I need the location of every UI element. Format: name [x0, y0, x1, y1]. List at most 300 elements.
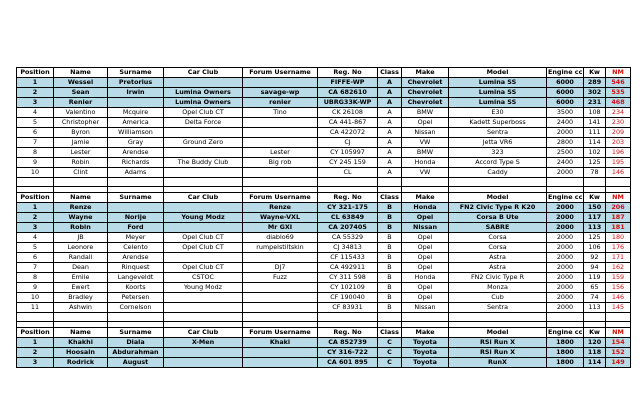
cell-reg-no: CF 190040	[318, 293, 378, 303]
cell-position: 4	[17, 233, 54, 243]
cell-car-club	[164, 148, 243, 158]
cell-reg-no: FIFFE-WP	[318, 78, 378, 88]
cell-class: A	[378, 138, 402, 148]
column-header-position: Position	[17, 68, 54, 78]
cell-position: 4	[17, 108, 54, 118]
cell-position: 9	[17, 158, 54, 168]
cell-model: Monza	[449, 283, 547, 293]
cell-engine-cc: 2000	[547, 293, 584, 303]
column-header-nm: NM	[606, 68, 631, 78]
cell-name: Byron	[54, 128, 108, 138]
cell-class: C	[378, 358, 402, 368]
cell-class: B	[378, 293, 402, 303]
table-row	[17, 243, 631, 253]
results-table	[16, 67, 631, 368]
cell-kw: 125	[584, 233, 606, 243]
cell-name: Clint	[54, 168, 108, 178]
cell-surname: Cornelson	[108, 303, 164, 313]
table-row	[17, 303, 631, 313]
cell-name: Christopher	[54, 118, 108, 128]
cell-kw: 302	[584, 88, 606, 98]
cell-forum-username: Mr GXI	[243, 223, 318, 233]
cell-forum-username	[243, 138, 318, 148]
cell-car-club	[164, 223, 243, 233]
cell-nm: 149	[606, 358, 631, 368]
cell-surname	[108, 98, 164, 108]
cell-position: 10	[17, 293, 54, 303]
column-header-kw: Kw	[584, 328, 606, 338]
cell-reg-no: CA 441-867	[318, 118, 378, 128]
cell-nm: 181	[606, 223, 631, 233]
cell-forum-username: Lester	[243, 148, 318, 158]
cell-engine-cc: 2500	[547, 148, 584, 158]
cell-nm: 156	[606, 283, 631, 293]
cell-make: Opel	[402, 253, 449, 263]
cell-nm: 535	[606, 88, 631, 98]
column-header-kw: Kw	[584, 193, 606, 203]
column-header-kw: Kw	[584, 68, 606, 78]
cell-surname: August	[108, 358, 164, 368]
cell-reg-no: CY 102109	[318, 283, 378, 293]
cell-car-club	[164, 253, 243, 263]
cell-make: Honda	[402, 273, 449, 283]
spacer-row	[17, 178, 631, 187]
cell-name: Hoosain	[54, 348, 108, 358]
cell-reg-no: CK 26108	[318, 108, 378, 118]
cell-nm: 162	[606, 263, 631, 273]
column-header-class: Class	[378, 193, 402, 203]
cell-engine-cc: 1800	[547, 338, 584, 348]
cell-forum-username: diablo69	[243, 233, 318, 243]
cell-car-club: Young Modz	[164, 283, 243, 293]
cell-nm: 195	[606, 158, 631, 168]
cell-engine-cc: 6000	[547, 78, 584, 88]
cell-model: Caddy	[449, 168, 547, 178]
cell-position: 3	[17, 223, 54, 233]
column-header-name: Name	[54, 193, 108, 203]
empty-cell	[378, 178, 402, 187]
table-row	[17, 128, 631, 138]
cell-make: Chevrolet	[402, 78, 449, 88]
cell-engine-cc: 6000	[547, 98, 584, 108]
cell-class: A	[378, 98, 402, 108]
cell-forum-username	[243, 168, 318, 178]
cell-model: Kadett Superboss	[449, 118, 547, 128]
cell-reg-no: CY 311 598	[318, 273, 378, 283]
column-header-make: Make	[402, 68, 449, 78]
cell-name: Ashwin	[54, 303, 108, 313]
column-header-class: Class	[378, 68, 402, 78]
cell-class: A	[378, 128, 402, 138]
cell-forum-username	[243, 293, 318, 303]
cell-name: Robin	[54, 158, 108, 168]
empty-cell	[449, 313, 547, 322]
empty-cell	[17, 313, 54, 322]
cell-kw: 150	[584, 203, 606, 213]
empty-cell	[243, 313, 318, 322]
table-row	[17, 348, 631, 358]
cell-reg-no: CY 316-722	[318, 348, 378, 358]
cell-make: Chevrolet	[402, 88, 449, 98]
cell-kw: 114	[584, 138, 606, 148]
cell-car-club: CSTOC	[164, 273, 243, 283]
cell-forum-username	[243, 78, 318, 88]
cell-engine-cc: 2000	[547, 128, 584, 138]
cell-model: Lumina SS	[449, 98, 547, 108]
cell-car-club: Ground Zero	[164, 138, 243, 148]
cell-position: 9	[17, 283, 54, 293]
cell-kw: 289	[584, 78, 606, 88]
column-header-position: Position	[17, 193, 54, 203]
empty-cell	[402, 313, 449, 322]
cell-kw: 113	[584, 223, 606, 233]
cell-name: Valentino	[54, 108, 108, 118]
table-row	[17, 358, 631, 368]
cell-reg-no: UBRG33K-WP	[318, 98, 378, 108]
cell-surname: Petersen	[108, 293, 164, 303]
cell-model: Lumina SS	[449, 88, 547, 98]
cell-model: Lumina SS	[449, 78, 547, 88]
table-row	[17, 213, 631, 223]
cell-model: Corsa B Ute	[449, 213, 547, 223]
cell-engine-cc: 2400	[547, 118, 584, 128]
column-header-reg-no: Reg. No	[318, 193, 378, 203]
cell-make: BMW	[402, 108, 449, 118]
cell-kw: 78	[584, 168, 606, 178]
cell-class: C	[378, 338, 402, 348]
table-row	[17, 203, 631, 213]
empty-cell	[378, 313, 402, 322]
cell-nm: 206	[606, 203, 631, 213]
table-row	[17, 223, 631, 233]
cell-position: 2	[17, 213, 54, 223]
empty-cell	[318, 313, 378, 322]
empty-cell	[108, 313, 164, 322]
cell-class: B	[378, 303, 402, 313]
cell-model: Corsa	[449, 243, 547, 253]
cell-class: B	[378, 253, 402, 263]
table-row	[17, 78, 631, 88]
cell-position: 5	[17, 243, 54, 253]
cell-nm: 196	[606, 148, 631, 158]
cell-model: Accord Type S	[449, 158, 547, 168]
cell-nm: 230	[606, 118, 631, 128]
cell-forum-username: Wayne-VXL	[243, 213, 318, 223]
cell-name: Lester	[54, 148, 108, 158]
empty-cell	[17, 178, 54, 187]
cell-surname: Pretorius	[108, 78, 164, 88]
cell-position: 1	[17, 203, 54, 213]
cell-class: C	[378, 348, 402, 358]
table-row	[17, 338, 631, 348]
cell-nm: 468	[606, 98, 631, 108]
header-row	[17, 193, 631, 203]
column-header-make: Make	[402, 193, 449, 203]
cell-name: Robin	[54, 223, 108, 233]
cell-nm: 180	[606, 233, 631, 243]
cell-model: SABRE	[449, 223, 547, 233]
cell-model: Jetta VR6	[449, 138, 547, 148]
cell-name: Leonore	[54, 243, 108, 253]
header-row	[17, 328, 631, 338]
cell-class: B	[378, 223, 402, 233]
cell-make: Nissan	[402, 128, 449, 138]
empty-cell	[547, 313, 584, 322]
cell-kw: 114	[584, 358, 606, 368]
cell-class: A	[378, 108, 402, 118]
cell-class: A	[378, 168, 402, 178]
cell-position: 11	[17, 303, 54, 313]
table-row	[17, 263, 631, 273]
table-row	[17, 148, 631, 158]
cell-model: Astra	[449, 263, 547, 273]
cell-engine-cc: 2800	[547, 138, 584, 148]
cell-kw: 141	[584, 118, 606, 128]
cell-class: A	[378, 78, 402, 88]
cell-car-club: Opel Club CT	[164, 108, 243, 118]
cell-engine-cc: 3500	[547, 108, 584, 118]
cell-make: Honda	[402, 203, 449, 213]
cell-forum-username: Fuzz	[243, 273, 318, 283]
column-header-surname: Surname	[108, 68, 164, 78]
cell-surname	[108, 203, 164, 213]
cell-make: Nissan	[402, 303, 449, 313]
column-header-reg-no: Reg. No	[318, 328, 378, 338]
cell-name: Rodrick	[54, 358, 108, 368]
cell-kw: 111	[584, 128, 606, 138]
cell-position: 6	[17, 253, 54, 263]
cell-car-club: Delta Force	[164, 118, 243, 128]
cell-reg-no: CA 852739	[318, 338, 378, 348]
cell-reg-no: CJ 34813	[318, 243, 378, 253]
cell-surname: Mcquire	[108, 108, 164, 118]
cell-car-club: Opel Club CT	[164, 243, 243, 253]
cell-name: Emile	[54, 273, 108, 283]
spacer-row	[17, 313, 631, 322]
cell-make: Toyota	[402, 358, 449, 368]
cell-kw: 65	[584, 283, 606, 293]
cell-car-club: Opel Club CT	[164, 233, 243, 243]
column-header-name: Name	[54, 328, 108, 338]
cell-surname: America	[108, 118, 164, 128]
cell-surname: Williamson	[108, 128, 164, 138]
cell-position: 2	[17, 348, 54, 358]
cell-kw: 118	[584, 348, 606, 358]
cell-surname: Gray	[108, 138, 164, 148]
cell-surname: Meyer	[108, 233, 164, 243]
empty-cell	[54, 178, 108, 187]
column-header-model: Model	[449, 193, 547, 203]
cell-position: 5	[17, 118, 54, 128]
column-header-make: Make	[402, 328, 449, 338]
column-header-engine-cc: Engine cc	[548, 193, 583, 201]
empty-cell	[449, 178, 547, 187]
cell-position: 7	[17, 138, 54, 148]
cell-position: 8	[17, 273, 54, 283]
cell-make: Opel	[402, 243, 449, 253]
cell-forum-username: rumpelstiltskin	[243, 243, 318, 253]
cell-engine-cc: 2000	[547, 263, 584, 273]
cell-forum-username: renier	[243, 98, 318, 108]
results-sheet	[16, 67, 630, 368]
cell-model: Cub	[449, 293, 547, 303]
cell-car-club: X-Men	[164, 338, 243, 348]
cell-kw: 117	[584, 213, 606, 223]
cell-model: FN2 Civic Type R K20	[449, 203, 547, 213]
cell-nm: 145	[606, 303, 631, 313]
cell-class: B	[378, 273, 402, 283]
column-header-class: Class	[378, 328, 402, 338]
cell-nm: 546	[606, 78, 631, 88]
cell-car-club: The Buddy Club	[164, 158, 243, 168]
cell-reg-no: CY 245 159	[318, 158, 378, 168]
cell-position: 7	[17, 263, 54, 273]
cell-reg-no: CA 207405	[318, 223, 378, 233]
cell-kw: 92	[584, 253, 606, 263]
empty-cell	[108, 178, 164, 187]
cell-class: B	[378, 233, 402, 243]
column-header-surname: Surname	[108, 193, 164, 203]
table-row	[17, 98, 631, 108]
column-header-forum-username: Forum Username	[243, 193, 318, 203]
empty-cell	[164, 178, 243, 187]
empty-cell	[164, 313, 243, 322]
table-row	[17, 88, 631, 98]
table-row	[17, 118, 631, 128]
cell-surname: Diala	[108, 338, 164, 348]
cell-engine-cc: 2000	[547, 303, 584, 313]
cell-name: Wayne	[54, 213, 108, 223]
cell-surname: Richards	[108, 158, 164, 168]
cell-forum-username	[243, 303, 318, 313]
cell-name: Renze	[54, 203, 108, 213]
cell-engine-cc: 2000	[547, 243, 584, 253]
cell-name: Wessel	[54, 78, 108, 88]
column-header-car-club: Car Club	[164, 68, 243, 78]
cell-forum-username: DJ7	[243, 263, 318, 273]
cell-surname: Langeveldt	[108, 273, 164, 283]
cell-kw: 74	[584, 293, 606, 303]
cell-nm: 146	[606, 168, 631, 178]
column-header-name: Name	[54, 68, 108, 78]
cell-surname: Koorts	[108, 283, 164, 293]
cell-kw: 113	[584, 303, 606, 313]
cell-class: A	[378, 158, 402, 168]
cell-make: BMW	[402, 148, 449, 158]
empty-cell	[584, 313, 606, 322]
empty-cell	[547, 178, 584, 187]
cell-model: RSi Run X	[449, 348, 547, 358]
cell-make: Opel	[402, 213, 449, 223]
cell-engine-cc: 2000	[547, 213, 584, 223]
cell-name: Bradley	[54, 293, 108, 303]
cell-forum-username: savage-wp	[243, 88, 318, 98]
cell-engine-cc: 6000	[547, 88, 584, 98]
cell-make: VW	[402, 138, 449, 148]
table-row	[17, 138, 631, 148]
cell-class: B	[378, 243, 402, 253]
column-header-nm: NM	[606, 328, 631, 338]
cell-model: Astra	[449, 253, 547, 263]
cell-engine-cc: 2000	[547, 273, 584, 283]
cell-reg-no: CA 601 895	[318, 358, 378, 368]
cell-surname: Norije	[108, 213, 164, 223]
empty-cell	[54, 313, 108, 322]
cell-position: 10	[17, 168, 54, 178]
cell-forum-username: Khaki	[243, 338, 318, 348]
cell-nm: 154	[606, 338, 631, 348]
cell-model: RunX	[449, 358, 547, 368]
cell-reg-no: CA 55329	[318, 233, 378, 243]
cell-make: Chevrolet	[402, 98, 449, 108]
cell-reg-no: CL 63849	[318, 213, 378, 223]
cell-car-club: Lumina Owners	[164, 98, 243, 108]
cell-engine-cc: 2000	[547, 283, 584, 293]
cell-reg-no: CA 422072	[318, 128, 378, 138]
cell-model: RSi Run X	[449, 338, 547, 348]
cell-surname: Ford	[108, 223, 164, 233]
cell-car-club	[164, 203, 243, 213]
cell-forum-username	[243, 253, 318, 263]
table-row	[17, 253, 631, 263]
cell-position: 3	[17, 98, 54, 108]
cell-reg-no: CA 682610	[318, 88, 378, 98]
cell-model: FN2 Civic Type R	[449, 273, 547, 283]
cell-forum-username	[243, 348, 318, 358]
cell-make: Opel	[402, 118, 449, 128]
cell-kw: 102	[584, 148, 606, 158]
cell-engine-cc: 2000	[547, 223, 584, 233]
cell-class: A	[378, 148, 402, 158]
empty-cell	[606, 178, 631, 187]
cell-make: Nissan	[402, 223, 449, 233]
cell-reg-no: CF 83931	[318, 303, 378, 313]
cell-engine-cc: 2000	[547, 168, 584, 178]
cell-name: Ewert	[54, 283, 108, 293]
cell-name: Sean	[54, 88, 108, 98]
column-header-car-club: Car Club	[164, 328, 243, 338]
cell-forum-username: Tino	[243, 108, 318, 118]
cell-name: JB	[54, 233, 108, 243]
cell-nm: 146	[606, 293, 631, 303]
cell-position: 2	[17, 88, 54, 98]
column-header-forum-username: Forum Username	[243, 68, 318, 78]
cell-position: 8	[17, 148, 54, 158]
cell-make: Toyota	[402, 338, 449, 348]
cell-engine-cc: 1800	[547, 358, 584, 368]
cell-surname: Rinquest	[108, 263, 164, 273]
cell-class: B	[378, 203, 402, 213]
cell-engine-cc: 2000	[547, 253, 584, 263]
cell-reg-no: CL	[318, 168, 378, 178]
column-header-nm: NM	[606, 193, 631, 203]
cell-forum-username: Big rob	[243, 158, 318, 168]
column-header-model: Model	[449, 68, 547, 78]
cell-car-club: Young Modz	[164, 213, 243, 223]
cell-class: B	[378, 263, 402, 273]
cell-surname: Arendse	[108, 253, 164, 263]
cell-engine-cc: 2000	[547, 203, 584, 213]
column-header-surname: Surname	[108, 328, 164, 338]
cell-car-club: Opel Club CT	[164, 263, 243, 273]
cell-forum-username	[243, 128, 318, 138]
cell-class: B	[378, 213, 402, 223]
cell-car-club	[164, 168, 243, 178]
cell-kw: 108	[584, 108, 606, 118]
cell-make: VW	[402, 168, 449, 178]
cell-position: 1	[17, 78, 54, 88]
cell-engine-cc: 2400	[547, 158, 584, 168]
